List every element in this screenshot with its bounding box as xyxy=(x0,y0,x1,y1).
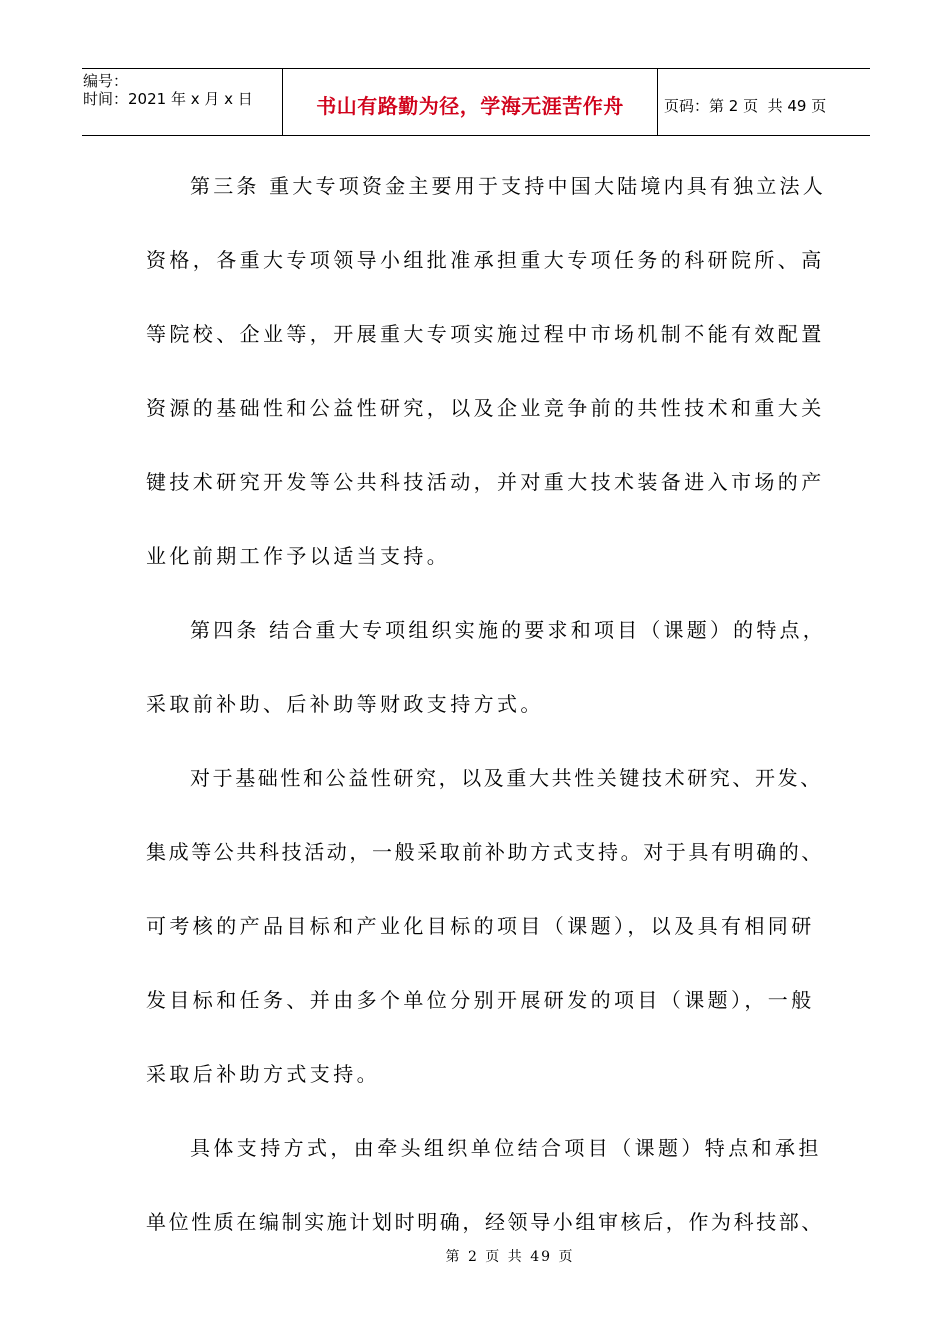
header-motto: 书山有路勤为径，学海无涯苦作舟 xyxy=(316,93,624,118)
document-body xyxy=(146,168,826,1278)
body-text-line: 具体支持方式，由牵头组织单位结合项目（课题）特点和承担 xyxy=(190,1136,822,1160)
header-motto-cell xyxy=(283,69,658,135)
body-text-line: 采取后补助方式支持。 xyxy=(146,1062,380,1086)
header-meta-cell xyxy=(82,69,283,135)
header-page-code: 页码：第 2 页 共 49 页 xyxy=(664,96,827,115)
page-footer xyxy=(0,1246,950,1266)
body-text-line: 资格，各重大专项领导小组批准承担重大专项任务的科研院所、高 xyxy=(146,248,825,272)
body-text-line: 集成等公共科技活动，一般采取前补助方式支持。对于具有明确的、 xyxy=(146,840,824,864)
document-date: 时间：2021 年 x 月 x 日 xyxy=(83,90,253,108)
body-text-line: 可考核的产品目标和产业化目标的项目（课题），以及具有相同研 xyxy=(146,914,815,938)
body-text-line: 单位性质在编制实施计划时明确，经领导小组审核后，作为科技部、 xyxy=(146,1210,824,1234)
body-text-line: 业化前期工作予以适当支持。 xyxy=(146,544,451,568)
body-text-line: 键技术研究开发等公共科技活动，并对重大技术装备进入市场的产 xyxy=(146,470,825,494)
header-page-cell xyxy=(658,72,870,138)
body-text-line: 等院校、企业等，开展重大专项实施过程中市场机制不能有效配置 xyxy=(146,322,825,346)
footer-page-number: 第 2 页 共 49 页 xyxy=(445,1249,575,1265)
body-text-line: 资源的基础性和公益性研究，以及企业竞争前的共性技术和重大关 xyxy=(146,396,825,420)
body-text-line: 第三条 重大专项资金主要用于支持中国大陆境内具有独立法人 xyxy=(190,174,826,198)
body-text-line: 发目标和任务、并由多个单位分别开展研发的项目（课题），一般 xyxy=(146,988,815,1012)
body-text-line: 对于基础性和公益性研究，以及重大共性关键技术研究、开发、 xyxy=(190,766,823,790)
body-text-line: 第四条 结合重大专项组织实施的要求和项目（课题）的特点， xyxy=(190,618,826,642)
document-number-label: 编号： xyxy=(83,72,129,90)
document-header xyxy=(82,68,870,136)
body-text-line: 采取前补助、后补助等财政支持方式。 xyxy=(146,692,544,716)
